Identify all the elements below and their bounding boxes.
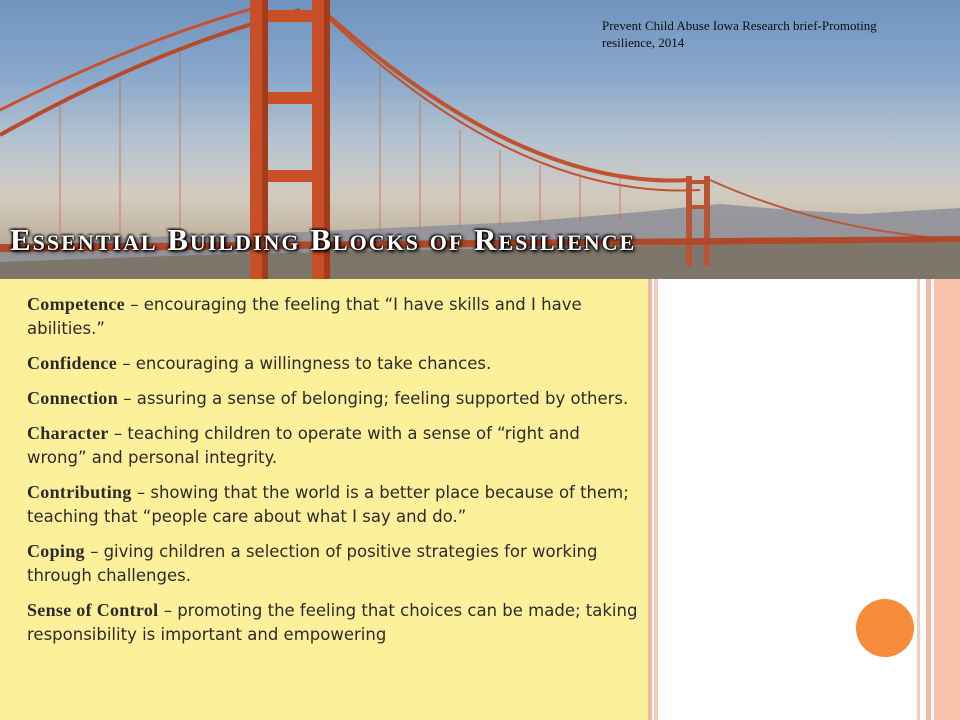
list-item-competence [27, 292, 642, 341]
item-description: – promoting the feeling that choices can be made; taking responsibility is important and empowering [27, 601, 638, 644]
list-item-character [27, 421, 642, 470]
content-panel [0, 279, 648, 720]
slide-title: Essential Building Blocks of Resilience [10, 222, 637, 257]
list-item-coping [27, 539, 642, 588]
list-item-sense-of-control [27, 598, 642, 647]
list-item-confidence [27, 351, 642, 376]
item-term: Character [27, 423, 109, 443]
list-item-connection [27, 386, 642, 411]
header-banner [0, 0, 960, 279]
decorative-stripe [654, 279, 658, 720]
decorative-stripe [934, 279, 960, 720]
item-description: – showing that the world is a better place because of them; teaching that “people care about what I say and do.” [27, 483, 629, 526]
item-term: Coping [27, 541, 85, 561]
item-term: Connection [27, 388, 119, 408]
citation: Prevent Child Abuse Iowa Research brief-Promoting resilience, 2014 [602, 18, 877, 50]
item-description: – encouraging the feeling that “I have skills and I have abilities.” [27, 295, 582, 338]
item-term: Contributing [27, 482, 132, 502]
building-blocks-list [27, 292, 642, 657]
item-description: – assuring a sense of belonging; feeling supported by others. [118, 389, 629, 408]
item-description: – giving children a selection of positive strategies for working through challenges. [27, 542, 598, 585]
item-description: – encouraging a willingness to take chances. [117, 354, 492, 373]
orange-circle-decoration [856, 599, 914, 657]
item-term: Competence [27, 294, 125, 314]
list-item-contributing [27, 480, 642, 529]
item-term: Sense of Control [27, 600, 159, 620]
item-description: – teaching children to operate with a sense of “right and wrong” and personal integrity. [27, 424, 580, 467]
item-term: Confidence [27, 353, 117, 373]
